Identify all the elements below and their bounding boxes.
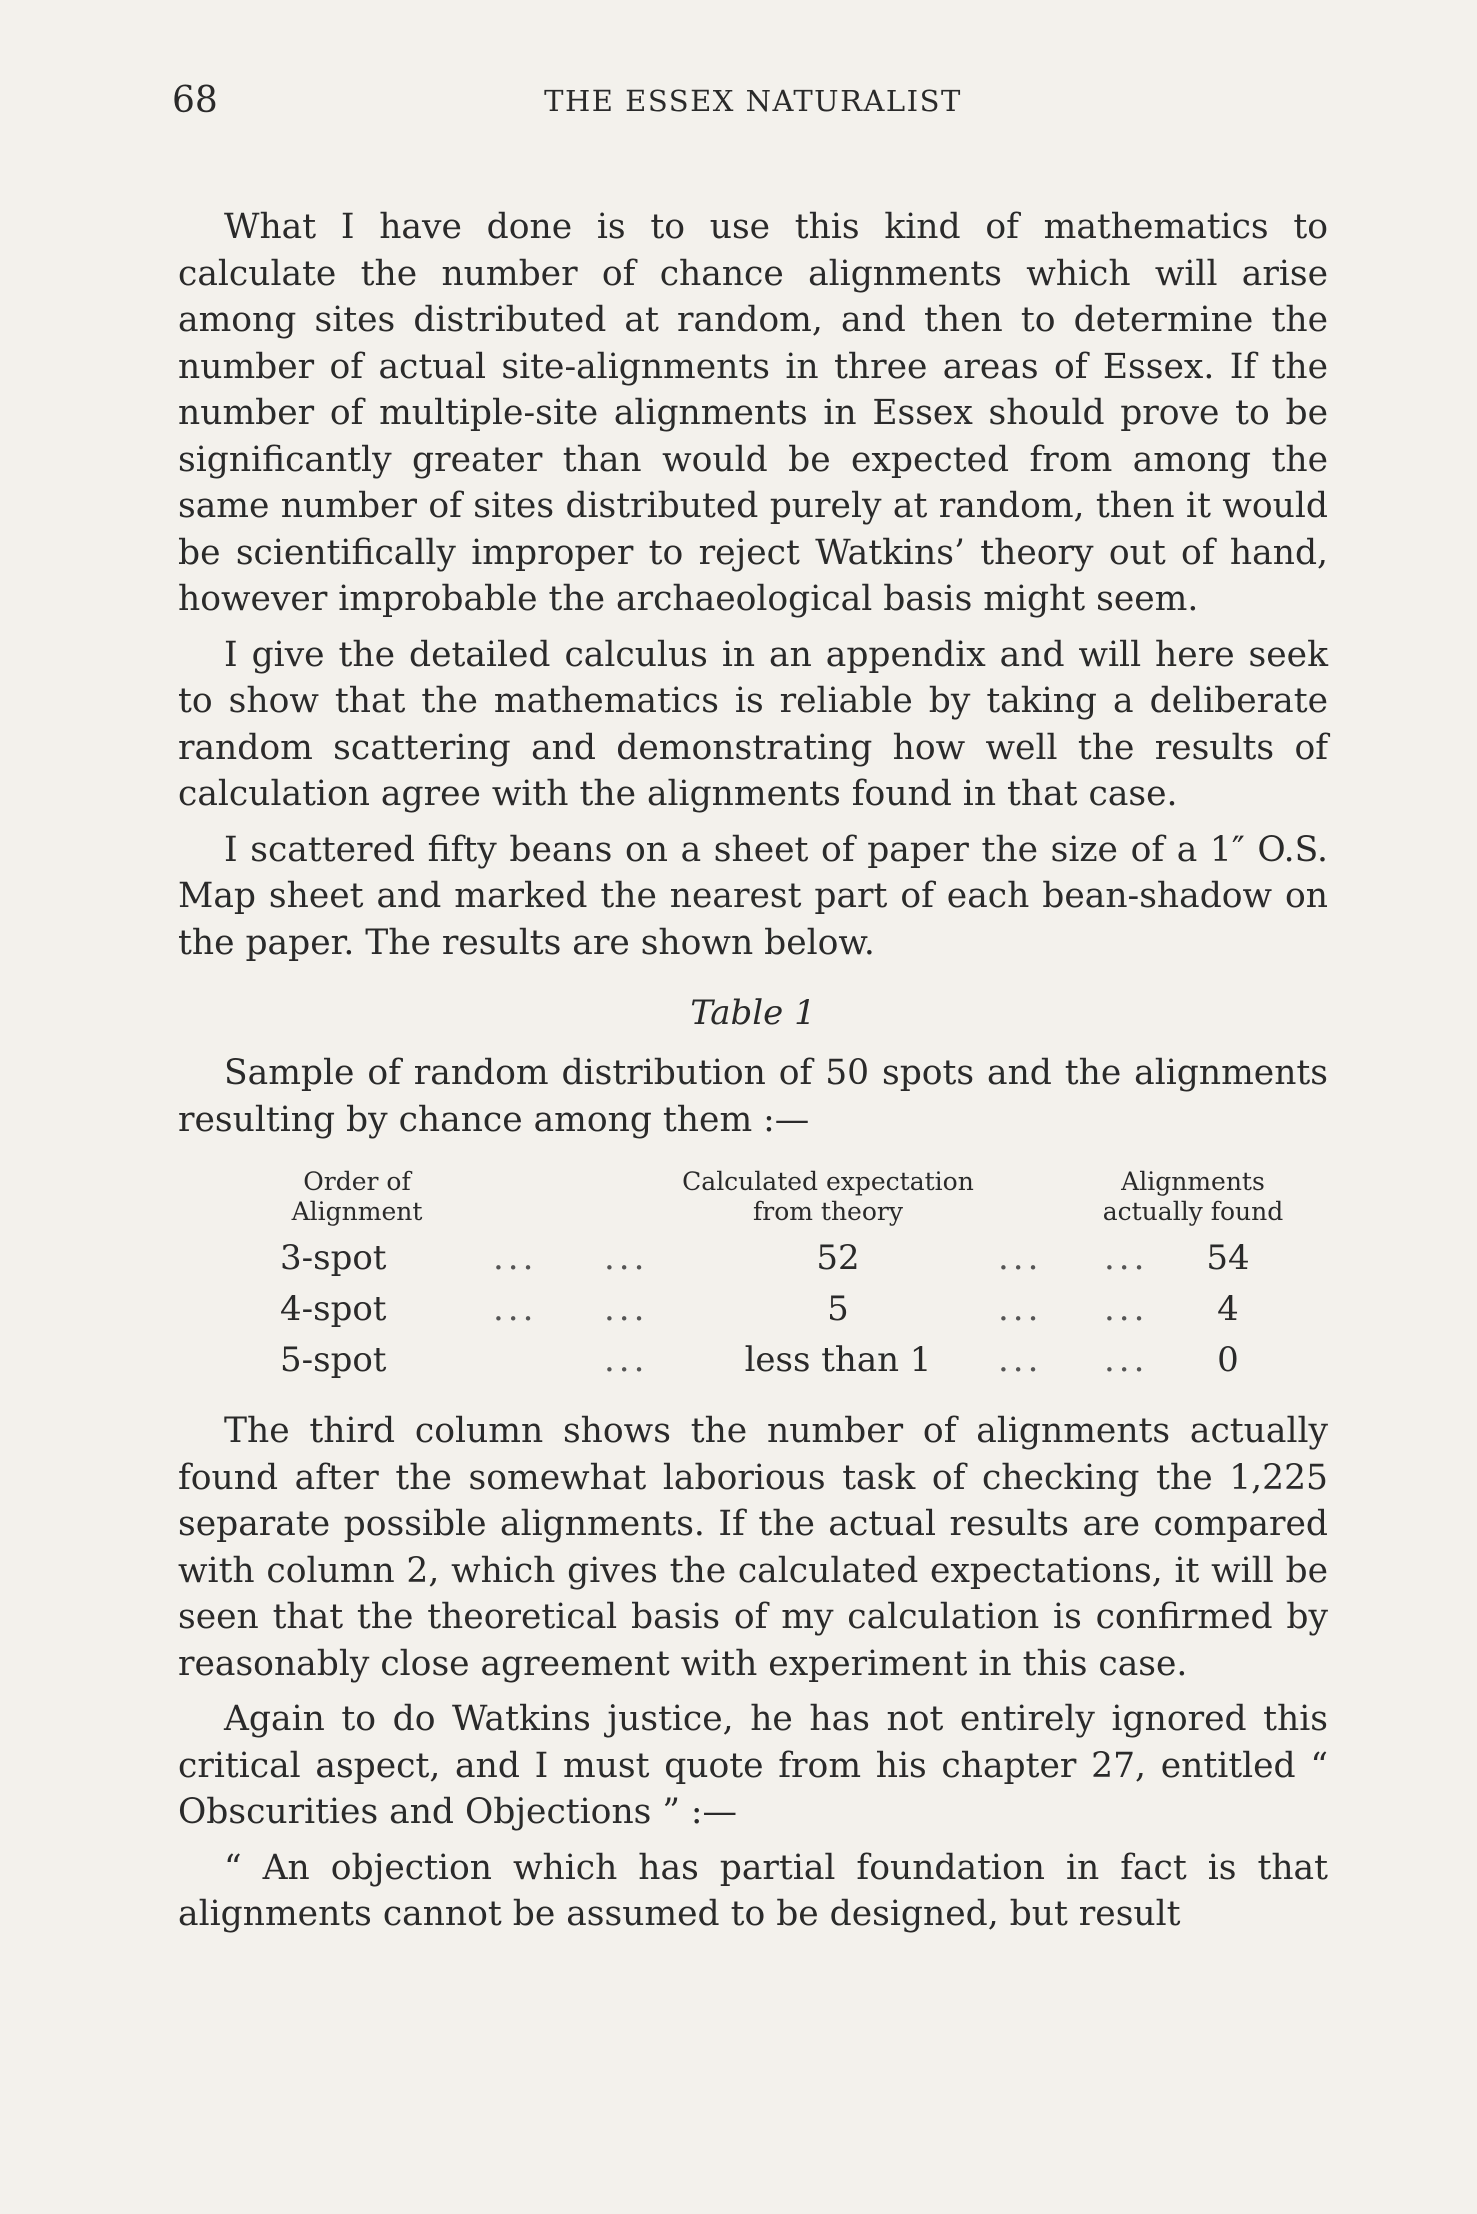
alignment-table	[278, 1167, 1298, 1386]
page-number: 68	[172, 80, 218, 121]
header-order-of-alignment: Order of Alignment	[291, 1167, 423, 1226]
leader-dots: ...	[1104, 1238, 1149, 1278]
header-alignments-found: Alignments actually found	[1102, 1167, 1284, 1226]
paragraph-beans: I scattered fifty beans on a sheet of paper the size of a 1″ O.S. Map sheet and marked the nearest part of each bean-shadow on the paper. The results are shown below.	[178, 829, 1328, 963]
table-header-row	[278, 1167, 1298, 1233]
table-row	[278, 1284, 1298, 1335]
cell-order: 5-spot	[280, 1340, 387, 1380]
cell-order: 3-spot	[280, 1238, 387, 1278]
book-page	[172, 80, 1328, 1938]
paragraph-method: What I have done is to use this kind of mathematics to calculate the number of chance alignments which will arise among sites distributed at random, and then to determine the number of actual site-alignments in three areas of Essex. If the number of multiple-site alignments in Essex should prove to be significantly greater than would be expected from among the same number of sites distributed purely at random, then it would be scientifically improper to reject Watkins’ theory out of hand, however improbable the archaeological basis might seem.	[178, 207, 1328, 619]
cell-actual: 0	[1217, 1340, 1239, 1380]
table-title: Table 1	[690, 993, 816, 1033]
paragraph-watkins-justice: Again to do Watkins justice, he has not entirely ignored this critical aspect, and I must quote from his chapter 27, entitled “ Obscurities and Objections ” :—	[178, 1699, 1328, 1832]
leader-dots: ...	[1104, 1340, 1149, 1380]
leader-dots: ...	[493, 1238, 538, 1278]
cell-actual: 54	[1206, 1238, 1250, 1278]
leader-dots: ...	[998, 1238, 1043, 1278]
leader-dots: ...	[1104, 1289, 1149, 1329]
cell-actual: 4	[1217, 1289, 1239, 1329]
leader-dots: ...	[604, 1238, 649, 1278]
paragraph-results: The third column shows the number of alignments actually found after the somewhat laborious task of checking the 1,225 separate possible alignments. If the actual results are compared with column 2, which gives the calculated expectations, it will be seen that the theoretical basis of my calculation is confirmed by reasonably close agreement with experiment in this case.	[178, 1411, 1328, 1684]
cell-order: 4-spot	[280, 1289, 387, 1329]
cell-calculated: 5	[827, 1289, 849, 1329]
leader-dots: ...	[998, 1340, 1043, 1380]
table-row	[278, 1335, 1298, 1386]
table-row	[278, 1233, 1298, 1284]
paragraph-calculus: I give the detailed calculus in an appendix and will here seek to show that the mathematics is reliable by taking a deliberate random scattering and demonstrating how well the results of calculation agree with the alignments found in that case.	[178, 634, 1328, 814]
leader-dots: ...	[604, 1289, 649, 1329]
running-head	[172, 80, 1328, 140]
cell-calculated: 52	[816, 1238, 860, 1278]
leader-dots: ...	[493, 1289, 538, 1329]
cell-calculated: less than 1	[744, 1340, 932, 1380]
paragraph-quote: “ An objection which has partial foundation in fact is that alignments cannot be assumed to be designed, but result	[178, 1847, 1328, 1934]
header-calculated-expectation: Calculated expectation from theory	[682, 1167, 974, 1226]
leader-dots: ...	[998, 1289, 1043, 1329]
leader-dots: ...	[604, 1340, 649, 1380]
journal-title: THE ESSEX NATURALIST	[544, 84, 962, 118]
table-caption: Sample of random distribution of 50 spots and the alignments resulting by chance among them :—	[178, 1053, 1328, 1140]
